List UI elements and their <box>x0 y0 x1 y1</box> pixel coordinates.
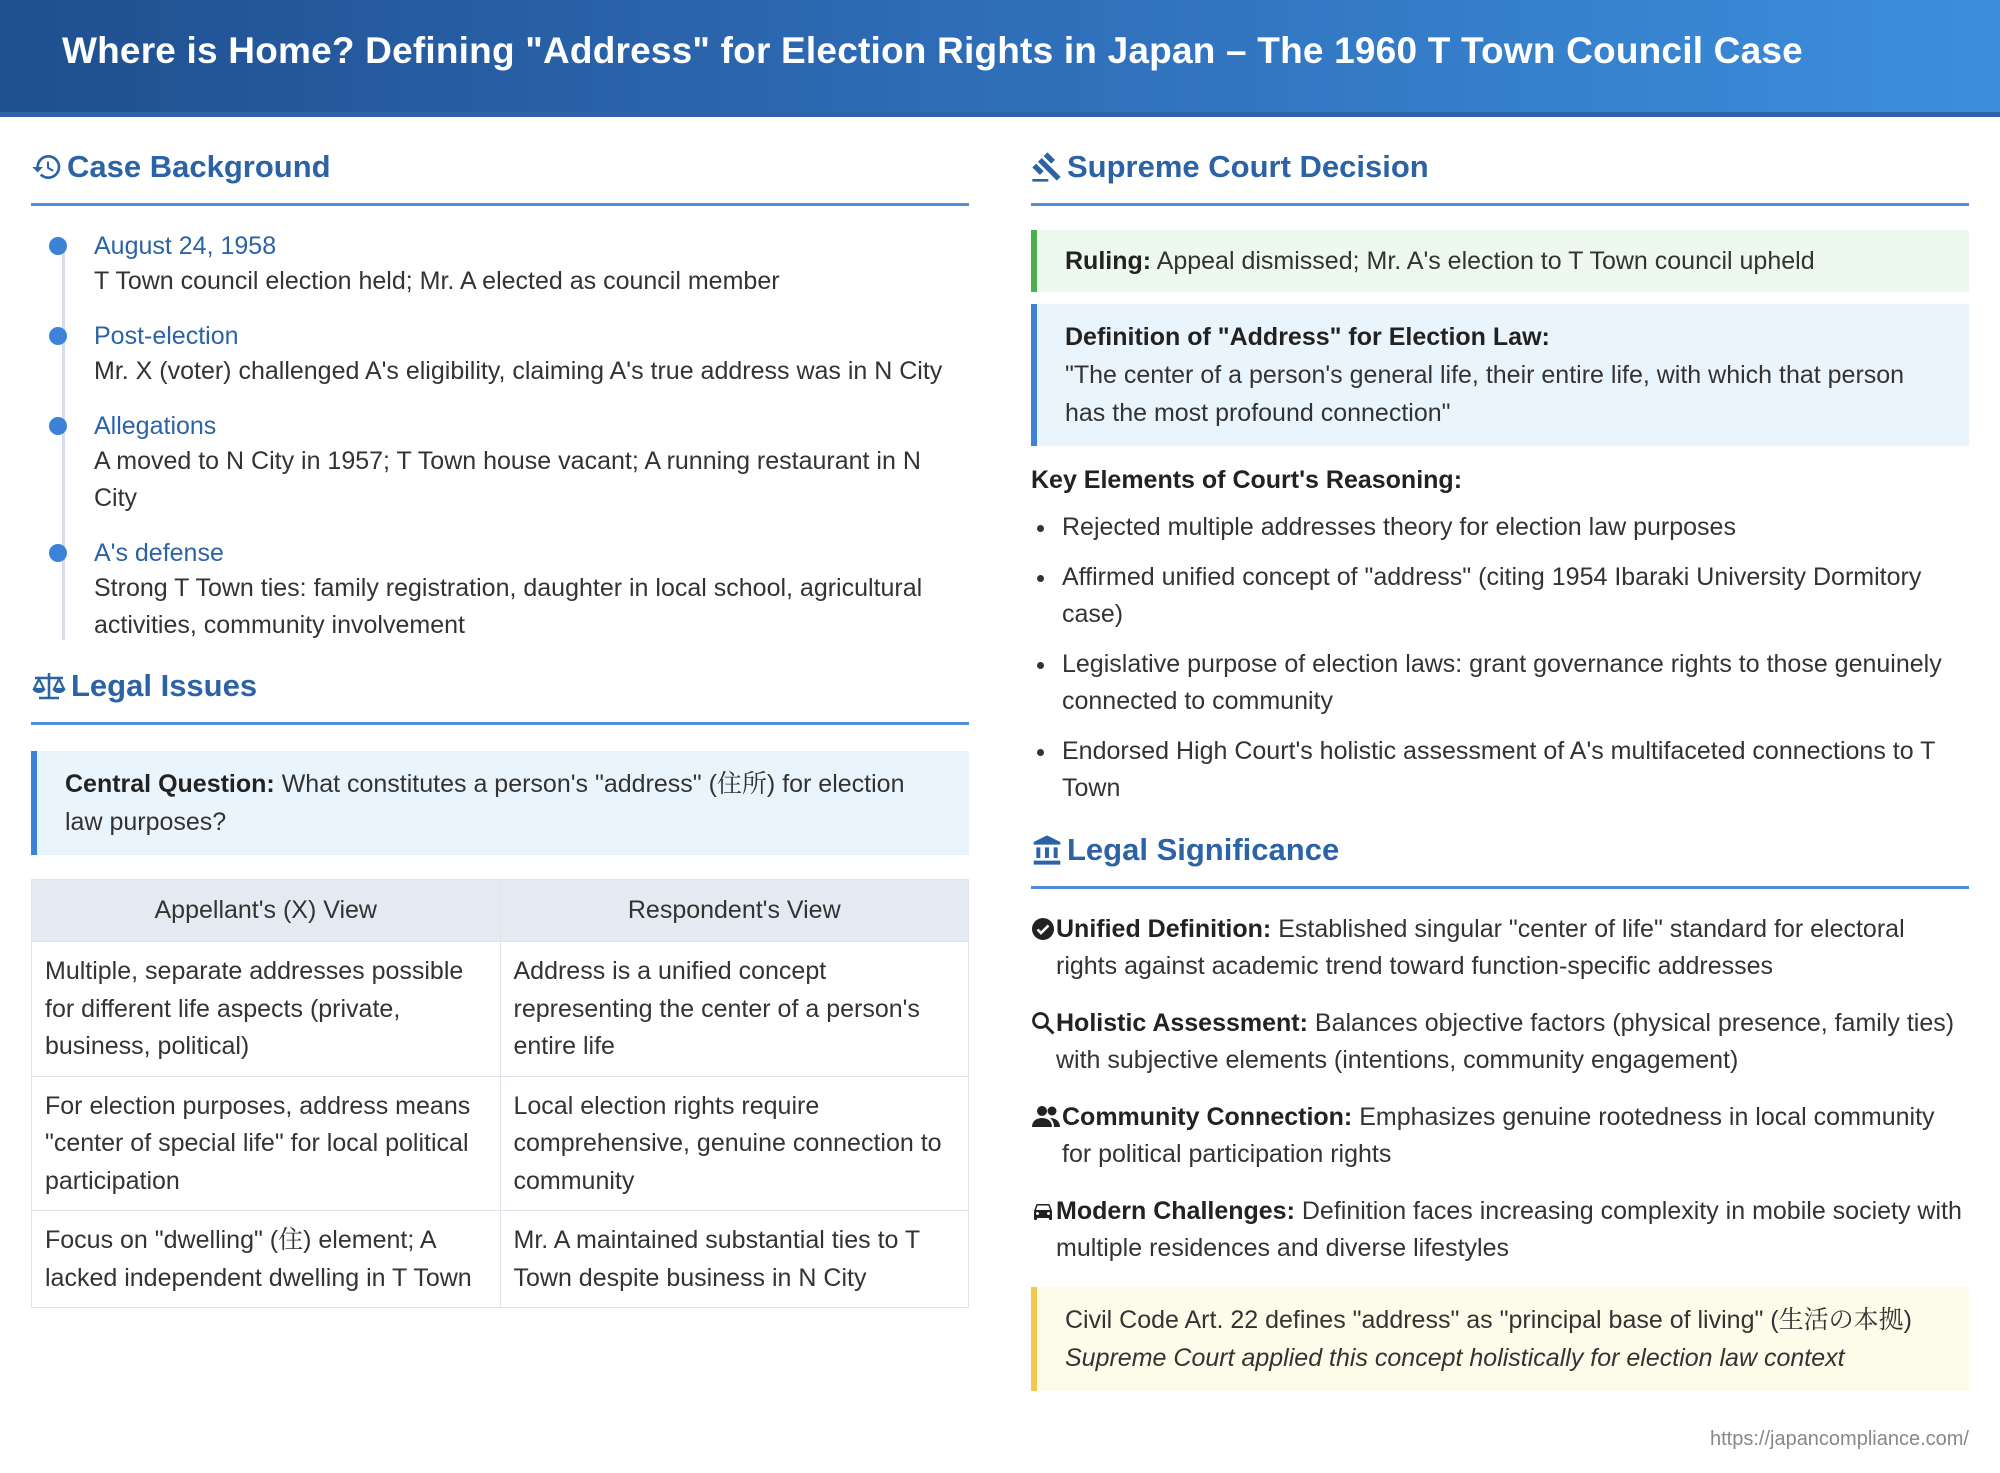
ruling-text: Appeal dismissed; Mr. A's election to T Town council upheld <box>1156 247 1815 275</box>
table-cell: Local election rights require comprehensive, genuine connection to community <box>500 1076 969 1211</box>
significance-heading <box>1031 828 1969 889</box>
timeline-text: T Town council election held; Mr. A elected as council member <box>94 267 780 295</box>
search-icon <box>1031 1011 1055 1035</box>
significance-text: Established singular "center of life" standard for electoral rights against academic trend toward function-specific addresses <box>1056 914 1905 980</box>
ruling-label: Ruling: <box>1065 247 1152 275</box>
list-item: Endorsed High Court's holistic assessment of A's multifaceted connections to T Town <box>1031 733 1969 808</box>
timeline-text: Mr. X (voter) challenged A's eligibility, claiming A's true address was in N City <box>94 357 943 385</box>
timeline-date: A's defense <box>94 539 224 567</box>
timeline-item <box>94 410 969 517</box>
timeline-date: Allegations <box>94 412 217 440</box>
users-icon <box>1031 1105 1061 1129</box>
respondent-view-header: Respondent's View <box>500 880 969 942</box>
decision-heading <box>1031 145 1969 206</box>
page-title: Where is Home? Defining "Address" for Election Rights in Japan – The 1960 T Town Council Case <box>62 30 1803 71</box>
car-icon <box>1031 1199 1055 1223</box>
table-cell: For election purposes, address means "center of special life" for local political participation <box>32 1076 501 1211</box>
timeline <box>31 230 969 644</box>
ruling-callout <box>1031 230 1969 292</box>
timeline-line <box>62 240 65 640</box>
definition-callout <box>1031 304 1969 446</box>
significance-label: Modern Challenges: <box>1056 1196 1295 1225</box>
timeline-text: Strong T Town ties: family registration, daughter in local school, agricultural activities, community involvement <box>94 574 923 639</box>
significance-list <box>1031 911 1969 1268</box>
significance-item <box>1031 1099 1969 1174</box>
case-background-heading <box>31 145 969 206</box>
history-icon <box>31 151 63 183</box>
right-column <box>1031 145 1969 1391</box>
table-cell: Address is a unified concept representing the center of a person's entire life <box>500 942 969 1077</box>
legal-issues-heading <box>31 664 969 725</box>
legal-issues-title: Legal Issues <box>71 668 258 703</box>
significance-text: Balances objective factors (physical presence, family ties) with subjective elements (intentions, community engagement) <box>1056 1008 1955 1074</box>
table-row <box>32 942 969 1077</box>
timeline-item <box>94 320 969 390</box>
landmark-icon <box>1031 834 1063 866</box>
definition-text: "The center of a person's general life, their entire life, with which that person has the most profound connection" <box>1065 361 1905 427</box>
civil-code-note <box>1031 1287 1969 1391</box>
significance-label: Community Connection: <box>1062 1102 1353 1131</box>
reasoning-title: Key Elements of Court's Reasoning: <box>1031 466 1463 494</box>
significance-item <box>1031 1005 1969 1080</box>
table-header-row <box>32 880 969 942</box>
significance-text: Definition faces increasing complexity in mobile society with multiple residences and diverse lifestyles <box>1056 1196 1962 1262</box>
civil-code-note-italic: Supreme Court applied this concept holistically for election law context <box>1065 1343 1845 1372</box>
timeline-dot <box>49 327 67 345</box>
page-header <box>0 0 2000 117</box>
significance-label: Unified Definition: <box>1056 914 1272 943</box>
table-cell: Mr. A maintained substantial ties to T Town despite business in N City <box>500 1211 969 1308</box>
central-question-text: What constitutes a person's "address" (住所) for election law purposes? <box>65 770 905 836</box>
timeline-date: August 24, 1958 <box>94 232 277 260</box>
list-item: Affirmed unified concept of "address" (citing 1954 Ibaraki University Dormitory case) <box>1031 559 1969 634</box>
significance-item <box>1031 911 1969 986</box>
list-item: Rejected multiple addresses theory for election law purposes <box>1031 509 1969 547</box>
significance-title: Legal Significance <box>1067 831 1340 867</box>
left-column <box>31 145 969 1308</box>
significance-label: Holistic Assessment: <box>1056 1008 1308 1037</box>
central-question-callout <box>31 751 969 855</box>
central-question-label: Central Question: <box>65 770 275 798</box>
table-row <box>32 1211 969 1308</box>
definition-label: Definition of "Address" for Election Law: <box>1065 323 1550 351</box>
timeline-dot <box>49 417 67 435</box>
civil-code-note-text: Civil Code Art. 22 defines "address" as "principal base of living" (生活の本拠) <box>1065 1305 1912 1334</box>
scales-icon <box>31 671 67 701</box>
timeline-item <box>94 537 969 644</box>
case-background-title: Case Background <box>67 149 331 184</box>
gavel-icon <box>1031 151 1063 183</box>
timeline-dot <box>49 544 67 562</box>
timeline-date: Post-election <box>94 322 239 350</box>
footer-url: https://japancompliance.com/ <box>1709 1428 1969 1450</box>
check-circle-icon <box>1031 917 1055 941</box>
timeline-dot <box>49 237 67 255</box>
significance-text: Emphasizes genuine rootedness in local community for political participation rights <box>1062 1102 1935 1168</box>
table-cell: Multiple, separate addresses possible for different life aspects (private, business, political) <box>32 942 501 1077</box>
table-cell: Focus on "dwelling" (住) element; A lacked independent dwelling in T Town <box>32 1211 501 1308</box>
reasoning-list <box>1031 509 1969 808</box>
appellant-view-header: Appellant's (X) View <box>32 880 501 942</box>
views-table <box>31 879 969 1308</box>
significance-item <box>1031 1193 1969 1268</box>
list-item: Legislative purpose of election laws: grant governance rights to those genuinely connected to community <box>1031 646 1969 721</box>
timeline-item <box>94 230 969 300</box>
table-row <box>32 1076 969 1211</box>
decision-title: Supreme Court Decision <box>1067 149 1429 184</box>
timeline-text: A moved to N City in 1957; T Town house vacant; A running restaurant in N City <box>94 447 921 512</box>
